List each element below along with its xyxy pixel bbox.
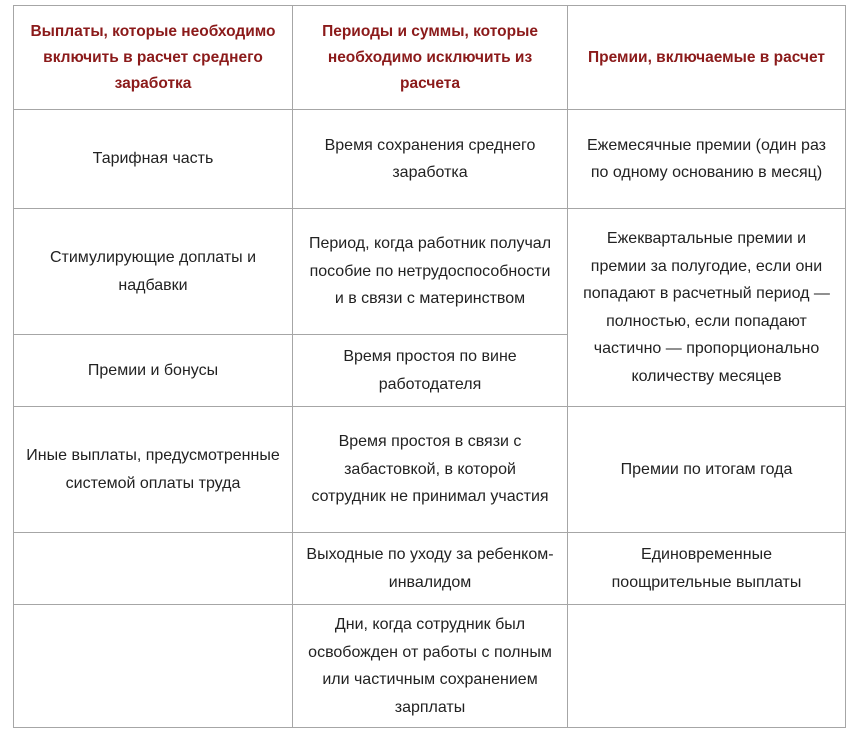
header-row [14, 6, 846, 110]
cell-included-bonus: Ежеквартальные премии и премии за полугодие, если они попадают в расчетный период — полностью, если попадают частично — пропорционально количеству месяцев [568, 209, 846, 407]
table-row [14, 605, 846, 728]
cell-included-payment [14, 605, 293, 728]
header-excluded-periods: Периоды и суммы, которые необходимо исключить из расчета [293, 6, 568, 110]
table-row [14, 110, 846, 209]
cell-included-bonus: Ежемесячные премии (один раз по одному основанию в месяц) [568, 110, 846, 209]
cell-excluded-period: Дни, когда сотрудник был освобожден от работы с полным или частичным сохранением зарплаты [293, 605, 568, 728]
header-included-payments: Выплаты, которые необходимо включить в расчет среднего заработка [14, 6, 293, 110]
cell-excluded-period: Время сохранения среднего заработка [293, 110, 568, 209]
payments-table [13, 5, 846, 728]
table-row [14, 407, 846, 533]
header-included-bonuses: Премии, включаемые в расчет [568, 6, 846, 110]
cell-included-payment [14, 533, 293, 605]
cell-included-payment: Тарифная часть [14, 110, 293, 209]
table-row [14, 209, 846, 335]
cell-included-bonus: Премии по итогам года [568, 407, 846, 533]
cell-included-payment: Стимулирующие доплаты и надбавки [14, 209, 293, 335]
cell-excluded-period: Время простоя в связи с забастовкой, в которой сотрудник не принимал участия [293, 407, 568, 533]
cell-excluded-period: Период, когда работник получал пособие по нетрудоспособности и в связи с материнством [293, 209, 568, 335]
cell-included-bonus: Единовременные поощрительные выплаты [568, 533, 846, 605]
cell-excluded-period: Время простоя по вине работодателя [293, 335, 568, 407]
cell-included-bonus [568, 605, 846, 728]
cell-excluded-period: Выходные по уходу за ребенком-инвалидом [293, 533, 568, 605]
cell-included-payment: Премии и бонусы [14, 335, 293, 407]
cell-included-payment: Иные выплаты, предусмотренные системой оплаты труда [14, 407, 293, 533]
table-row [14, 533, 846, 605]
